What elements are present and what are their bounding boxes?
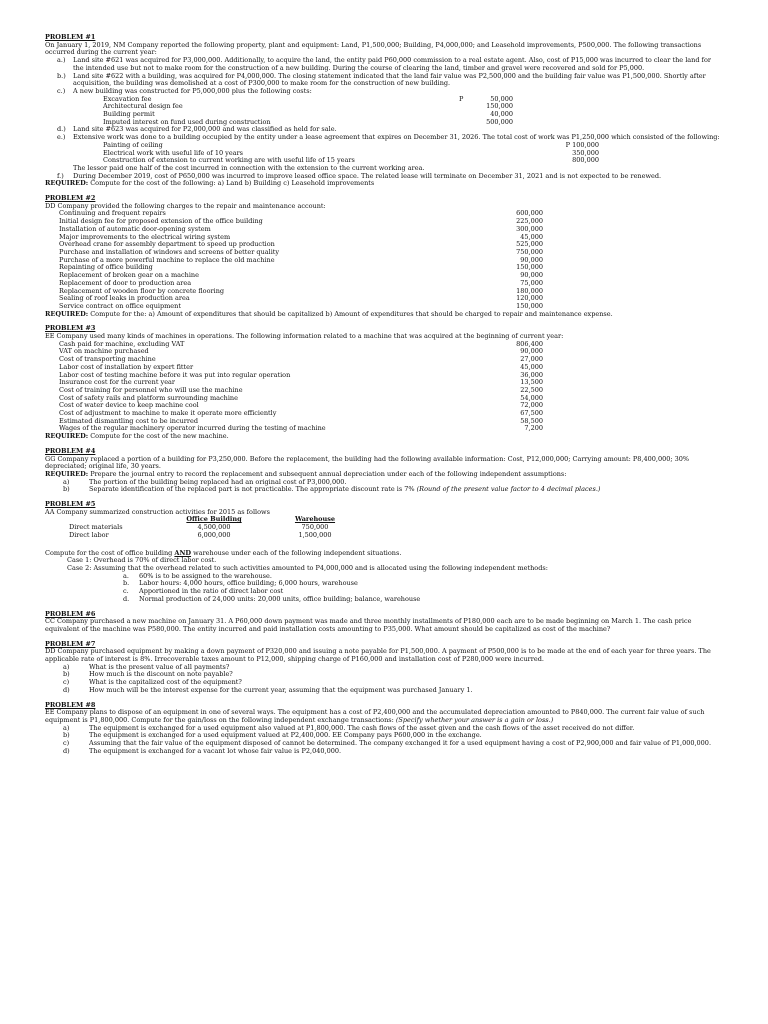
line-item: Sealing of roof leaks in production area 120,000 (59, 294, 543, 303)
line-item: Excavation fee P 50,000 (103, 94, 513, 103)
amount: 27,000 (520, 355, 543, 364)
problem-8 (45, 702, 721, 756)
amount: 54,000 (520, 393, 543, 402)
line-item: Labor cost of installation by expert fitter 45,000 (59, 362, 543, 371)
amount: 350,000 (572, 148, 599, 157)
item-row: b. Labor hours: 4,000 hours, office building; 6,000 hours, warehouse (123, 579, 358, 588)
line-item: Service contract on office equipment 150,000 (59, 301, 543, 310)
item-row: c.) A new building was constructed for P5,000,000 plus the following costs: (57, 86, 312, 95)
row-label: Direct labor (69, 530, 109, 539)
amount: 750,000 (516, 247, 543, 256)
amount: 90,000 (520, 347, 543, 356)
problem-intro: AA Company summarized construction activities for 2015 as follows (45, 507, 270, 516)
amount: 72,000 (520, 401, 543, 410)
amount: P 100,000 (565, 140, 599, 149)
amount: 225,000 (516, 217, 543, 226)
line-item: Purchase of a more powerful machine to replace the old machine 90,000 (59, 255, 543, 264)
amount: 180,000 (516, 286, 543, 295)
case-2: Case 2: Assuming that the overhead related to such activities amounted to P4,000,000 and is allocated using the following independent methods: (67, 564, 548, 572)
amount: 45,000 (520, 362, 543, 371)
line-item: Cost of transporting machine 27,000 (59, 355, 543, 364)
item-row: a. 60% is to be assigned to the warehouse. (123, 571, 272, 580)
problem-6 (45, 611, 721, 634)
line-item: Labor cost of testing machine before it was put into regular operation 36,000 (59, 370, 543, 379)
line-item: Installation of automatic door-opening system 300,000 (59, 224, 543, 233)
amount: 600,000 (516, 209, 543, 218)
line-item: Major improvements to the electrical wiring system 45,000 (59, 232, 543, 241)
item-row: c) What is the capitalized cost of the equipment? (63, 678, 242, 687)
amount: 40,000 (490, 110, 513, 119)
line-item: Replacement of door to production area 75,000 (59, 278, 543, 287)
line-item: Cost of training for personnel who will use the machine 22,500 (59, 385, 543, 394)
line-item: Imputed interest on fund used during construction 500,000 (103, 117, 513, 126)
problem-title: PROBLEM #6 (45, 609, 96, 618)
line-item: Architectural design fee 150,000 (103, 102, 513, 111)
problem-title: PROBLEM #3 (45, 324, 96, 333)
warehouse-value: 1,500,000 (298, 530, 332, 539)
problem-intro: DD Company purchased equipment by making a down payment of P320,000 and issuing a note payable for P1,500,000. A payment of P500,000 is to be made at the end of each year for three years. The applicable rate of interest is 8%. Irrecoverable taxes amount to P12,000, shipping charge of P160,000 and installation cost of P280,000 were incurred. (45, 647, 711, 664)
construction-table (67, 516, 353, 539)
col-header: Warehouse (294, 515, 336, 524)
line-item: Overhead crane for assembly department to speed up production 525,000 (59, 240, 543, 249)
problem-7 (45, 641, 721, 695)
amount: 150,000 (516, 301, 543, 310)
problem-1 (45, 34, 721, 188)
amount: 22,500 (520, 385, 543, 394)
line-item: Repainting of office building 150,000 (59, 263, 543, 272)
line-item: Insurance cost for the current year 13,500 (59, 378, 543, 387)
line-item: VAT on machine purchased 90,000 (59, 347, 543, 356)
line-item: Estimated dismantling cost to be incurred 58,500 (59, 416, 543, 425)
required-text: REQUIRED: Compute for the cost of the following: a) Land b) Building c) Leasehold improvements (45, 179, 375, 188)
item-row: a) What is the present value of all payments? (63, 662, 230, 671)
item-row: a.) Land site #621 was acquired for P3,000,000. Additionally, to acquire the land, the entity paid P60,000 commission to a real estate agent. Also, cost of P15,000 was incurred to clear the land for the intended use but not to make room for the construction of a new building. During the course of clearing the land, timber and gravel were recovered and sold for P5,000. (57, 56, 711, 72)
amount: 300,000 (516, 224, 543, 233)
problem-title: PROBLEM #4 (45, 446, 96, 455)
line-item: Cost of water device to keep machine cool 72,000 (59, 401, 543, 410)
item-row: c) Assuming that the fair value of the equipment disposed of cannot be determined. The company exchanged it for a used equipment having a cost of P2,900,000 and fair value of P1,000,000. (63, 739, 712, 748)
line-item: Building permit 40,000 (103, 110, 513, 119)
item-row: b) The equipment is exchanged for a used equipment valued at P2,400,000. EE Company pays P600,000 in the exchange. (63, 731, 482, 740)
problem-title: PROBLEM #7 (45, 639, 96, 648)
line-item: Replacement of broken gear on a machine 90,000 (59, 271, 543, 280)
problem-intro: On January 1, 2019, NM Company reported the following property, plant and equipment: Land, P1,500,000; Building, P4,000,000; and Leasehold improvements, P500,000. The following transactions occurred during the current year: (45, 40, 702, 57)
amount: 800,000 (572, 156, 599, 165)
line-item: Purchase and installation of windows and screens of better quality 750,000 (59, 247, 543, 256)
item-row: d) The equipment is exchanged for a vacant lot whose fair value is P2,040,000. (63, 746, 342, 755)
compute-text: Compute for the cost of office building AND warehouse under each of the following independent situations. (45, 548, 402, 557)
office-value: 4,500,000 (197, 523, 231, 532)
line-item: Cost of safety rails and platform surrounding machine 54,000 (59, 393, 543, 402)
amount: 50,000 (490, 94, 513, 103)
problem-title: PROBLEM #8 (45, 700, 96, 709)
problem-title: PROBLEM #1 (45, 33, 96, 41)
problem-5 (45, 501, 721, 603)
amount: 90,000 (520, 271, 543, 280)
amount: 90,000 (520, 255, 543, 264)
warehouse-value: 750,000 (301, 523, 329, 532)
item-row: b.) Land site #622 with a building, was acquired for P4,000,000. The closing statement indicated that the land fair value was P2,500,000 and the building fair value was P1,500,000. Shortly after acquisition, the building was demolished at a cost of P300,000 to make room for the construction of new building. (57, 71, 706, 88)
line-item: Electrical work with useful life of 10 years 350,000 (103, 148, 599, 157)
amount: 500,000 (486, 117, 513, 126)
required-text: REQUIRED: Compute for the: a) Amount of expenditures that should be capitalized b) Amount of expenditures that should be charged to repair and maintenance expense. (45, 309, 613, 318)
problem-intro: GG Company replaced a portion of a building for P3,250,000. Before the replacement, the building had the following available information: Cost, P12,000,000; Carrying amount: P8,400,000; 30% depreciated; original life, 30 years. (45, 454, 690, 471)
amount: 75,000 (520, 278, 543, 287)
item-row: b) Separate identification of the replaced part is not practicable. The appropriate discount rate is 7% (Round of the present value factor to 4 decimal places.) (63, 485, 601, 494)
document-page (45, 34, 721, 762)
item-row: a) The equipment is exchanged for a used equipment also valued at P1,800,000. The cash flows of the asset given and the cash flows of the asset received do not differ. (63, 723, 635, 732)
amount: 45,000 (520, 232, 543, 241)
line-item: Continuing and frequent repairs 600,000 (59, 209, 543, 218)
amount: 806,400 (516, 339, 543, 348)
lessor-note: The lessor paid one half of the cost incurred in connection with the extension to the current working area. (73, 163, 425, 172)
problem-2 (45, 195, 721, 318)
line-item: Cost of adjustment to machine to make it operate more efficiently 67,500 (59, 409, 543, 418)
line-item: Construction of extension to current working are with useful life of 15 years 800,000 (103, 156, 599, 165)
line-item: Wages of the regular machinery operator incurred during the testing of machine 7,200 (59, 424, 543, 433)
item-row: b) How much is the discount on note payable? (63, 670, 233, 679)
problem-intro: EE Company used many kinds of machines in operations. The following information related to a machine that was acquired at the beginning of current year: (45, 332, 564, 341)
amount: 13,500 (520, 378, 543, 387)
item-row: f.) During December 2019, cost of P650,000 was incurred to improve leased office space. The related lease will terminate on December 31, 2021 and is not expected to be renewed. (57, 171, 662, 180)
problem-title: PROBLEM #5 (45, 500, 96, 509)
row-label: Direct materials (69, 523, 123, 532)
required-text: REQUIRED: Prepare the journal entry to record the replacement and subsequent annual depreciation under each of the following independent assumptions: (45, 469, 567, 478)
amount: 120,000 (516, 294, 543, 303)
problem-intro: CC Company purchased a new machine on January 31. A P60,000 down payment was made and three monthly installments of P180,000 each are to be made beginning on March 1. The cash price equivalent of the machine was P580,000. The entity incurred and paid installation costs amounting to P35,000. What amount should be capitalized as cost of the machine? (45, 617, 692, 633)
case-1: Case 1: Overhead is 70% of direct labor cost. (67, 556, 217, 565)
col-header: Office Building (186, 515, 242, 524)
line-item: Painting of ceiling P 100,000 (103, 140, 599, 149)
item-row: d.) Land site #623 was acquired for P2,000,000 and was classified as held for sale. (57, 125, 337, 134)
amount: 150,000 (486, 102, 513, 111)
amount: 150,000 (516, 263, 543, 272)
amount: 525,000 (516, 240, 543, 249)
item-row: d) How much will be the interest expense for the current year, assuming that the equipment was purchased January 1. (63, 685, 473, 694)
line-item: Initial design fee for proposed extension of the office building 225,000 (59, 217, 543, 226)
problem-intro: EE Company plans to dispose of an equipment in one of several ways. The equipment has a cost of P2,400,000 and the accumulated depreciation amounted to P840,000. The current fair value of such equipment is P1,800,000. Compute for the gain/loss on the following independent exchange transactions: (Specify whether your answer is a gain or loss.) (45, 708, 705, 724)
item-row: c. Apportioned in the ratio of direct labor cost (123, 587, 284, 596)
amount: 67,500 (520, 409, 543, 418)
amount: 36,000 (520, 370, 543, 379)
problem-4 (45, 448, 721, 494)
required-text: REQUIRED: Compute for the cost of the new machine. (45, 432, 229, 441)
amount: 58,500 (520, 416, 543, 425)
problem-title: PROBLEM #2 (45, 194, 96, 203)
item-row: a) The portion of the building being replaced had an original cost of P3,000,000. (63, 477, 347, 486)
problem-intro: DD Company provided the following charges to the repair and maintenance account: (45, 201, 326, 210)
problem-3 (45, 325, 721, 441)
line-item: Cash paid for machine, excluding VAT 806,400 (59, 339, 543, 348)
line-item: Replacement of wooden floor by concrete flooring 180,000 (59, 286, 543, 295)
table-row (67, 532, 353, 540)
item-row: d. Normal production of 24,000 units: 20,000 units, office building; balance, warehouse (123, 594, 421, 603)
item-row: e.) Extensive work was done to a building occupied by the entity under a lease agreement that expires on December 31, 2026. The total cost of work was P1,250,000 which consisted of the following: (57, 133, 720, 142)
office-value: 6,000,000 (197, 530, 231, 539)
amount: 7,200 (524, 424, 543, 433)
